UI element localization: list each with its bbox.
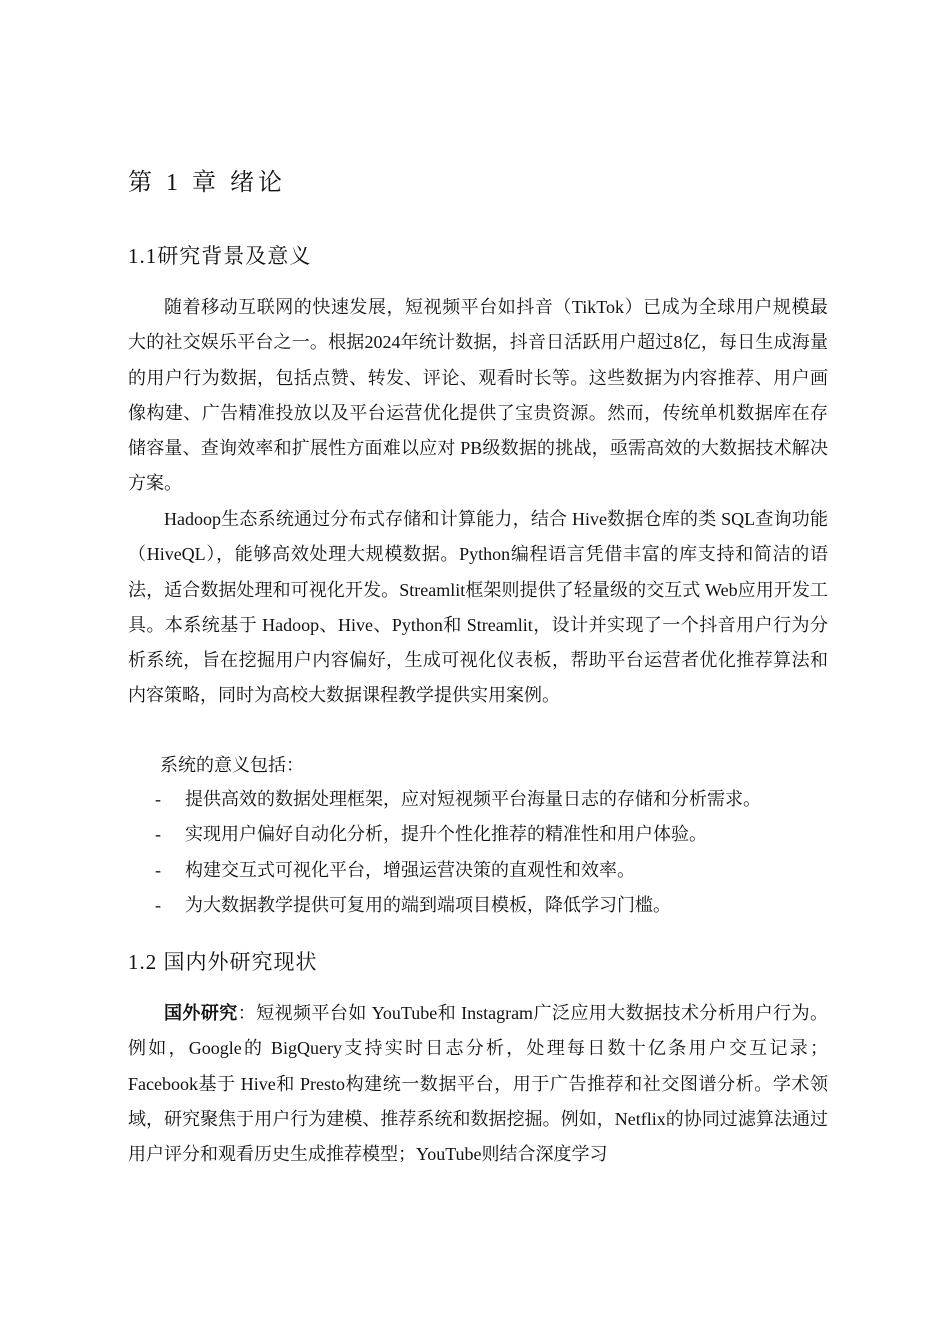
background-paragraph-2: Hadoop生态系统通过分布式存储和计算能力，结合 Hive数据仓库的类 SQL查询功能（HiveQL），能够高效处理大规模数据。Python编程语言凭借丰富的库支持和简洁的语法，适合数据处理和可视化开发。Streamlit框架则提供了轻量级的交互式 Web应用开发工具。本系统基于 Hadoop、Hive、Python和 Streamlit，设计并实现了一个抖音用户行为分析系统，旨在挖掘用户内容偏好，生成可视化仪表板，帮助平台运营者优化推荐算法和内容策略，同时为高校大数据课程教学提供实用案例。 [128,509,828,706]
list-item [155,853,761,888]
list-item [155,782,761,817]
foreign-research-text: 短视频平台如 YouTube和 Instagram广泛应用大数据技术分析用户行为。例如，Google的 BigQuery支持实时日志分析，处理每日数十亿条用户交互记录；Facebook基于 Hive和 Presto构建统一数据平台，用于广告推荐和社交图谱分析。学术领域，研究聚焦于用户行为建模、推荐系统和数据挖掘。例如，Netflix的协同过滤算法通过用户评分和观看历史生成推荐模型；YouTube则结合深度学习 [128,1003,829,1165]
bullet-dash: - [155,789,161,809]
list-item [155,888,761,923]
bullet-dash: - [155,859,161,880]
foreign-research-label: 国外研究 [164,1003,238,1023]
foreign-research-colon: ： [237,1003,257,1023]
bullet-dash: - [155,894,161,915]
list-item [155,817,761,852]
list-item-text: 提供高效的数据处理框架，应对短视频平台海量日志的存储和分析需求。 [185,789,761,809]
list-item-text: 实现用户偏好自动化分析，提升个性化推荐的精准性和用户体验。 [185,824,707,845]
significance-list [155,782,761,923]
list-item-text: 构建交互式可视化平台，增强运营决策的直观性和效率。 [185,859,635,880]
list-item-text: 为大数据教学提供可复用的端到端项目模板，降低学习门槛。 [185,894,671,915]
chapter-title: 第 1 章 绪论 [128,170,286,196]
significance-lead: 系统的意义包括： [160,755,304,775]
background-paragraph-1: 随着移动互联网的快速发展，短视频平台如抖音（TikTok）已成为全球用户规模最大的社交娱乐平台之一。根据2024年统计数据，抖音日活跃用户超过8亿，每日生成海量的用户行为数据，包括点赞、转发、评论、观看时长等。这些数据为内容推荐、用户画像构建、广告精准投放以及平台运营优化提供了宝贵资源。然而，传统单机数据库在存储容量、查询效率和扩展性方面难以应对 PB级数据的挑战，亟需高效的大数据技术解决方案。 [128,297,828,494]
section-1-2-title: 1.2 国内外研究现状 [128,950,318,974]
section-1-1-title: 1.1研究背景及意义 [128,244,312,268]
bullet-dash: - [155,824,161,845]
foreign-research-paragraph [128,996,828,1172]
